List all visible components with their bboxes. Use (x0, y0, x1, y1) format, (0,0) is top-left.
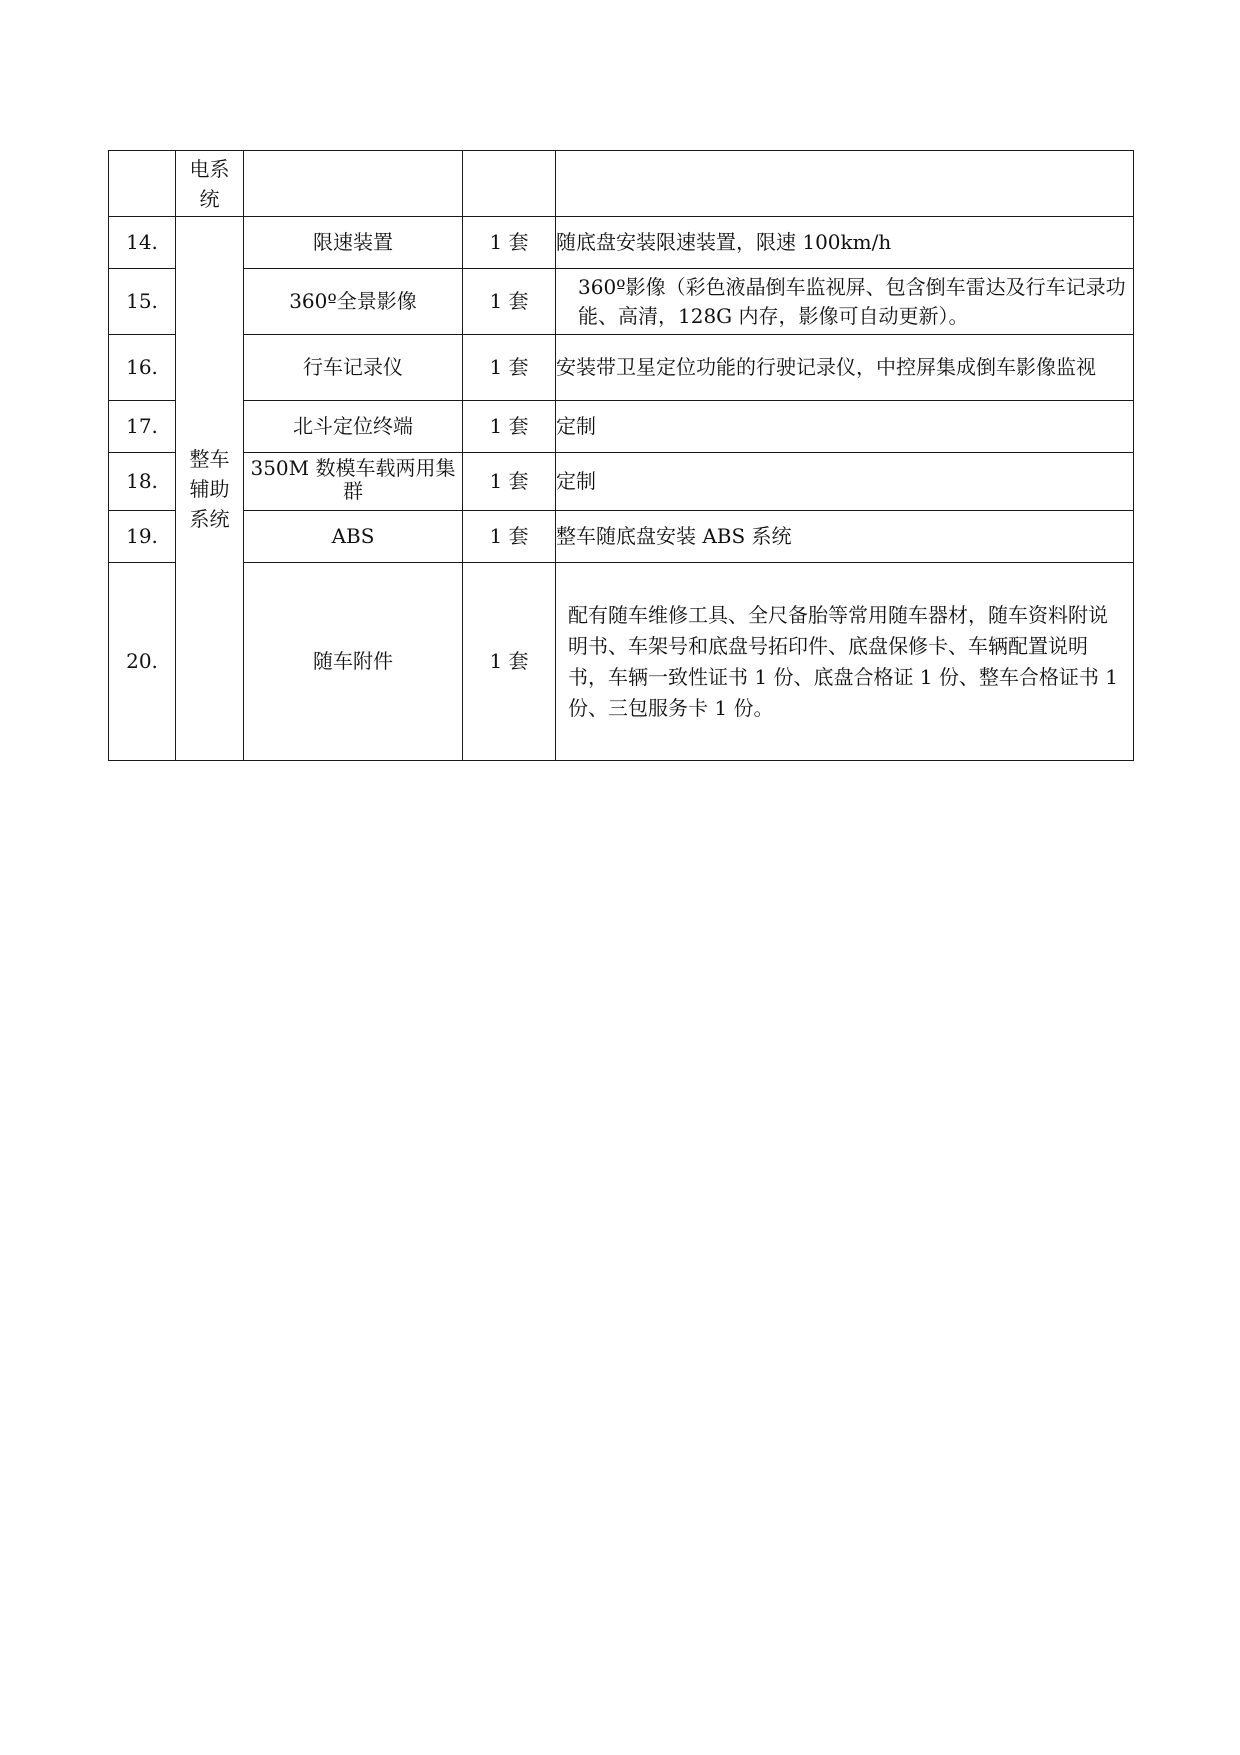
row-number-cell: 19. (109, 511, 176, 563)
item-cell: ABS (244, 511, 463, 563)
item-cell (244, 151, 463, 217)
row-number-cell (109, 151, 176, 217)
quantity-cell (463, 151, 556, 217)
quantity-cell: 1 套 (463, 335, 556, 401)
item-name: 350M 数模车载两用集群 (250, 456, 456, 503)
table-row (109, 269, 1134, 335)
table-row (109, 401, 1134, 453)
system-cell (176, 217, 244, 761)
row-number-cell: 20. (109, 563, 176, 761)
item-cell: 限速装置 (244, 217, 463, 269)
description-cell: 安装带卫星定位功能的行驶记录仪，中控屏集成倒车影像监视 (556, 335, 1134, 401)
description-cell (556, 151, 1134, 217)
row-number-cell: 14. (109, 217, 176, 269)
quantity-cell: 1 套 (463, 563, 556, 761)
quantity-cell: 1 套 (463, 511, 556, 563)
description-cell: 360º影像（彩色液晶倒车监视屏、包含倒车雷达及行车记录功能、高清，128G 内存，影像可自动更新）。 (556, 269, 1134, 335)
system-name: 电系统 (189, 156, 230, 211)
row-number-cell: 15. (109, 269, 176, 335)
item-cell: 360º全景影像 (244, 269, 463, 335)
quantity-cell: 1 套 (463, 269, 556, 335)
table-row (109, 151, 1134, 217)
description-cell: 整车随底盘安装 ABS 系统 (556, 511, 1134, 563)
quantity-cell: 1 套 (463, 217, 556, 269)
system-cell (176, 151, 244, 217)
equipment-spec-table (108, 150, 1134, 761)
row-number-cell: 17. (109, 401, 176, 453)
description-cell: 随底盘安装限速装置，限速 100km/h (556, 217, 1134, 269)
table-row (109, 217, 1134, 269)
quantity-cell: 1 套 (463, 401, 556, 453)
item-cell: 北斗定位终端 (244, 401, 463, 453)
description-cell: 定制 (556, 453, 1134, 511)
item-cell: 行车记录仪 (244, 335, 463, 401)
description-cell: 配有随车维修工具、全尺备胎等常用随车器材，随车资料附说明书、车架号和底盘号拓印件、底盘保修卡、车辆配置说明书，车辆一致性证书 1 份、底盘合格证 1 份、整车合格证书 1 份、三包服务卡 1 份。 (556, 563, 1134, 761)
table-row (109, 453, 1134, 511)
item-cell: 随车附件 (244, 563, 463, 761)
description-cell: 定制 (556, 401, 1134, 453)
quantity-cell: 1 套 (463, 453, 556, 511)
table-row (109, 511, 1134, 563)
system-name: 整车辅助系统 (189, 446, 230, 531)
row-number-cell: 18. (109, 453, 176, 511)
row-number-cell: 16. (109, 335, 176, 401)
item-cell (244, 453, 463, 511)
table-row (109, 563, 1134, 761)
table-row (109, 335, 1134, 401)
